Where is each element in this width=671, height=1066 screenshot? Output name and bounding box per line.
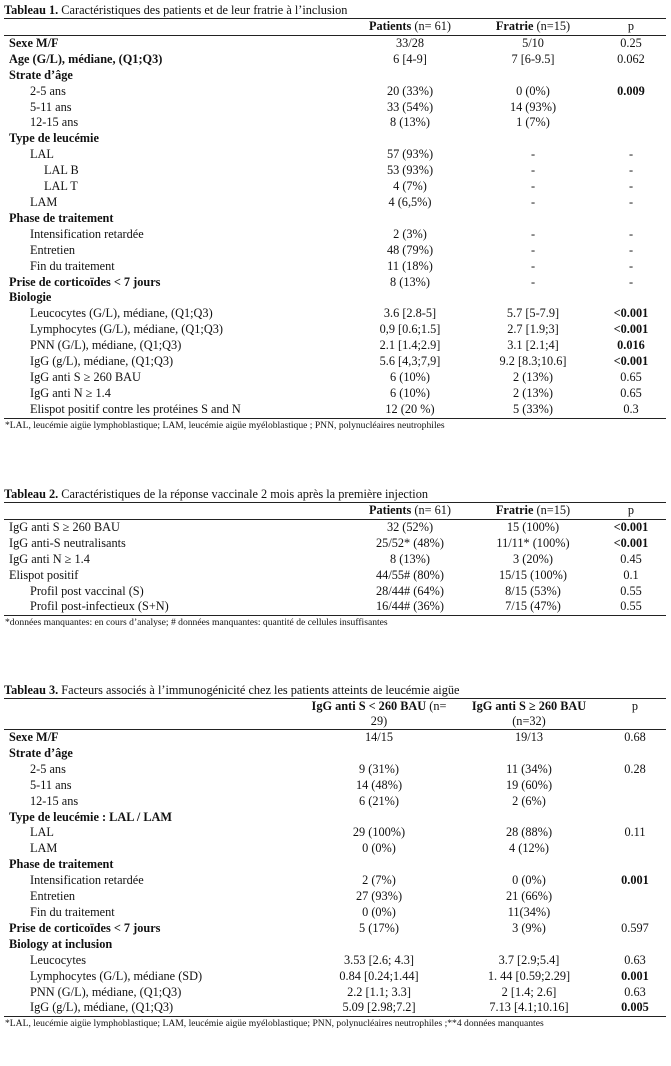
p-value-cell: 0.63 <box>624 984 646 999</box>
p-value-cell: 0.016 <box>617 338 645 353</box>
value-cell-b: 11(34%) <box>507 904 551 919</box>
value-cell-patients: 12 (20 %) <box>385 401 435 416</box>
value-cell-b: 19 (60%) <box>505 777 553 792</box>
p-value-cell: <0.001 <box>613 519 649 534</box>
row-label: Lymphocytes (G/L), médiane (SD) <box>30 968 203 983</box>
table-row <box>4 794 666 810</box>
table-1-caption-text: Caractéristiques des patients et de leur fratrie à l’inclusion <box>58 3 348 17</box>
table-row <box>4 179 666 195</box>
row-label: Intensification retardée <box>30 873 144 888</box>
table-row <box>4 370 666 386</box>
table-1-caption <box>4 2 666 18</box>
row-label: Biology at inclusion <box>9 936 113 951</box>
row-label: LAL <box>30 825 54 840</box>
row-label: IgG anti S ≥ 260 BAU <box>9 519 120 534</box>
row-label: 2-5 ans <box>30 761 66 776</box>
table-row <box>4 131 666 147</box>
p-value-cell: - <box>628 194 634 209</box>
table-row <box>4 227 666 243</box>
row-label: Intensification retardée <box>30 226 144 241</box>
table-row <box>4 290 666 306</box>
p-value-cell: 0.1 <box>623 567 639 582</box>
table-row <box>4 259 666 275</box>
table-row <box>4 584 666 600</box>
value-cell-a: 0 (0%) <box>362 904 396 919</box>
value-cell-fratrie: - <box>530 226 536 241</box>
row-label: Lymphocytes (G/L), médiane, (Q1;Q3) <box>30 322 223 337</box>
value-cell-patients: 33 (54%) <box>386 99 434 114</box>
p-value-cell: 0.25 <box>620 35 642 50</box>
p-value-cell: 0.45 <box>620 551 642 566</box>
table-row <box>4 985 666 1001</box>
value-cell-patients: 2.1 [1.4;2.9] <box>379 338 441 353</box>
table-row <box>4 354 666 370</box>
table-2-header-row <box>4 503 666 520</box>
value-cell-patients: 20 (33%) <box>386 83 434 98</box>
row-label: Entretien <box>30 889 76 904</box>
value-cell-patients: 8 (13%) <box>390 115 430 130</box>
value-cell-patients: 6 (10%) <box>390 369 430 384</box>
value-cell-fratrie: 2 (13%) <box>513 385 553 400</box>
value-cell-patients: 4 (6,5%) <box>388 194 432 209</box>
row-label: Elispot positif contre les protéines S and N <box>30 401 241 416</box>
value-cell-b: 11 (34%) <box>506 761 552 776</box>
p-value-cell: - <box>628 147 634 162</box>
row-label: IgG anti-S neutralisants <box>9 535 126 550</box>
row-label: Prise de corticoïdes < 7 jours <box>9 920 161 935</box>
p-value-cell: 0.63 <box>624 952 646 967</box>
value-cell-fratrie: 7/15 (47%) <box>505 599 561 614</box>
table-2-caption-label: Tableau 2. <box>4 487 59 501</box>
table-row <box>4 905 666 921</box>
row-label: 12-15 ans <box>30 115 79 130</box>
value-cell-b: 28 (88%) <box>505 825 553 840</box>
table-row <box>4 147 666 163</box>
p-value-cell: - <box>628 258 634 273</box>
table-3-body <box>4 730 666 1016</box>
value-cell-fratrie: 2.7 [1.9;3] <box>507 322 559 337</box>
value-cell-patients: 3.6 [2.8-5] <box>383 306 437 321</box>
row-label: Profil post vaccinal (S) <box>30 583 144 598</box>
header-text: (n=15) <box>533 19 571 33</box>
value-cell-fratrie: - <box>530 194 536 209</box>
table-row <box>4 402 666 418</box>
value-cell-patients: 6 (10%) <box>390 385 430 400</box>
table-3-header-p: p <box>631 699 639 713</box>
value-cell-fratrie: 11/11* (100%) <box>496 535 570 550</box>
table-3-header-high <box>454 699 604 729</box>
value-cell-patients: 11 (18%) <box>387 258 433 273</box>
row-label: 2-5 ans <box>30 83 66 98</box>
row-label: LAL B <box>44 163 79 178</box>
value-cell-patients: 28/44# (64%) <box>376 583 444 598</box>
value-cell-a: 3.53 [2.6; 4.3] <box>343 952 415 967</box>
table-3-header-row <box>4 699 666 730</box>
value-cell-a: 5.09 [2.98;7.2] <box>342 1000 416 1015</box>
table-3-footnote: *LAL, leucémie aigüe lymphoblastique; LAM, leucémie aigüe myéloblastique; PNN, polynucléaires neutrophiles ;**4 données manquantes <box>5 1018 544 1030</box>
table-row <box>4 857 666 873</box>
table-2-header-fratrie <box>470 503 596 519</box>
value-cell-a: 2 (7%) <box>362 873 396 888</box>
row-label: Fin du traitement <box>30 904 115 919</box>
table-2-caption <box>4 486 666 502</box>
table-row <box>4 568 666 584</box>
row-label: LAM <box>30 841 58 856</box>
row-label: PNN (G/L), médiane, (Q1;Q3) <box>30 984 182 999</box>
value-cell-fratrie: - <box>530 147 536 162</box>
table-1-footnote: *LAL, leucémie aigüe lymphoblastique; LAM, leucémie aigüe myéloblastique ; PNN, polynucléaires neutrophiles <box>5 419 445 431</box>
row-label: Sexe M/F <box>9 35 59 50</box>
value-cell-fratrie: - <box>530 179 536 194</box>
table-row <box>4 599 666 615</box>
table-2-grid <box>4 502 666 616</box>
table-row <box>4 953 666 969</box>
value-cell-fratrie: 2 (13%) <box>513 369 553 384</box>
value-cell-fratrie: 0 (0%) <box>516 83 550 98</box>
value-cell-patients: 48 (79%) <box>386 242 434 257</box>
table-row <box>4 115 666 131</box>
value-cell-b: 3.7 [2.9;5.4] <box>498 952 560 967</box>
value-cell-a: 2.2 [1.1; 3.3] <box>347 984 411 999</box>
value-cell-fratrie: 5.7 [5-7.9] <box>506 306 560 321</box>
table-row <box>4 810 666 826</box>
row-label: Phase de traitement <box>9 210 114 225</box>
p-value-cell: 0.009 <box>617 83 645 98</box>
value-cell-patients: 25/52* (48%) <box>376 535 444 550</box>
value-cell-patients: 32 (52%) <box>386 519 434 534</box>
row-label: IgG anti S ≥ 260 BAU <box>30 369 141 384</box>
p-value-cell: - <box>628 226 634 241</box>
value-cell-patients: 16/44# (36%) <box>376 599 444 614</box>
value-cell-fratrie: - <box>530 242 536 257</box>
row-label: IgG anti N ≥ 1.4 <box>9 551 90 566</box>
value-cell-a: 29 (100%) <box>352 825 406 840</box>
table-row <box>4 841 666 857</box>
table-1-header-p: p <box>627 19 635 33</box>
table-1-header-patients <box>350 19 470 35</box>
value-cell-b: 21 (66%) <box>505 889 553 904</box>
value-cell-fratrie: 3.1 [2.1;4] <box>507 338 559 353</box>
row-label: Fin du traitement <box>30 258 115 273</box>
table-row <box>4 306 666 322</box>
table-row <box>4 338 666 354</box>
row-label: IgG (g/L), médiane, (Q1;Q3) <box>30 1000 174 1015</box>
value-cell-patients: 8 (13%) <box>390 274 430 289</box>
value-cell-a: 5 (17%) <box>359 920 399 935</box>
table-row <box>4 536 666 552</box>
p-value-cell: - <box>628 242 634 257</box>
value-cell-a: 6 (21%) <box>359 793 399 808</box>
table-row <box>4 552 666 568</box>
p-value-cell: 0.28 <box>624 761 646 776</box>
p-value-cell: 0.597 <box>621 920 649 935</box>
row-label: Type de leucémie <box>9 131 99 146</box>
header-text: IgG anti S ≥ 260 BAU <box>471 699 587 713</box>
table-row <box>4 730 666 746</box>
p-value-cell: 0.001 <box>621 873 649 888</box>
value-cell-b: 2 [1.4; 2.6] <box>501 984 557 999</box>
row-label: LAL T <box>44 179 78 194</box>
table-1-grid <box>4 18 666 419</box>
row-label: Leucocytes (G/L), médiane, (Q1;Q3) <box>30 306 213 321</box>
value-cell-a: 9 (31%) <box>359 761 399 776</box>
p-value-cell: <0.001 <box>613 354 649 369</box>
table-row <box>4 100 666 116</box>
table-row <box>4 762 666 778</box>
table-1-body <box>4 36 666 418</box>
value-cell-b: 3 (9%) <box>512 920 546 935</box>
header-text: IgG anti S < 260 BAU <box>311 699 427 713</box>
table-1 <box>4 2 666 432</box>
row-label: Profil post-infectieux (S+N) <box>30 599 169 614</box>
p-value-cell: 0.3 <box>623 401 639 416</box>
row-label: Elispot positif <box>9 567 79 582</box>
p-value-cell: <0.001 <box>613 535 649 550</box>
table-row <box>4 889 666 905</box>
header-text: (n= 29) <box>370 699 447 728</box>
value-cell-fratrie: 5/10 <box>522 35 544 50</box>
p-value-cell: <0.001 <box>613 306 649 321</box>
p-value-cell: 0.65 <box>620 385 642 400</box>
table-3 <box>4 682 666 1030</box>
value-cell-a: 14/15 <box>364 730 393 744</box>
row-label: IgG anti N ≥ 1.4 <box>30 385 111 400</box>
value-cell-patients: 6 [4-9] <box>393 51 427 66</box>
table-row <box>4 36 666 52</box>
value-cell-fratrie: 9.2 [8.3;10.6] <box>499 354 567 369</box>
value-cell-fratrie: 15/15 (100%) <box>499 567 567 582</box>
header-text: (n= 61) <box>411 503 452 517</box>
value-cell-a: 14 (48%) <box>355 777 403 792</box>
table-row <box>4 386 666 402</box>
value-cell-a: 27 (93%) <box>355 889 403 904</box>
header-text: (n= 61) <box>411 19 452 33</box>
row-label: PNN (G/L), médiane, (Q1;Q3) <box>30 338 182 353</box>
table-3-caption-label: Tableau 3. <box>4 683 59 697</box>
p-value-cell: 0.062 <box>617 51 645 66</box>
header-text: Fratrie <box>495 503 534 517</box>
value-cell-fratrie: 14 (93%) <box>509 99 557 114</box>
value-cell-patients: 44/55# (80%) <box>376 567 444 582</box>
value-cell-b: 7.13 [4.1;10.16] <box>489 1000 569 1015</box>
row-label: Strate d’âge <box>9 745 73 760</box>
table-row <box>4 921 666 937</box>
table-row <box>4 211 666 227</box>
row-label: Sexe M/F <box>9 730 59 744</box>
table-2-footnote: *données manquantes: en cours d’analyse; # données manquantes: quantité de cellules insuffisantes <box>5 617 388 629</box>
value-cell-fratrie: 3 (20%) <box>513 551 553 566</box>
value-cell-patients: 33/28 <box>395 35 424 50</box>
value-cell-patients: 53 (93%) <box>386 163 434 178</box>
table-2-header-p: p <box>627 503 635 517</box>
value-cell-fratrie: 15 (100%) <box>506 519 560 534</box>
header-text: (n=15) <box>533 503 571 517</box>
row-label: Prise de corticoïdes < 7 jours <box>9 274 161 289</box>
value-cell-b: 0 (0%) <box>512 873 546 888</box>
row-label: 5-11 ans <box>30 777 72 792</box>
table-row <box>4 1000 666 1016</box>
header-text: Patients <box>368 503 412 517</box>
p-value-cell: - <box>628 163 634 178</box>
table-row <box>4 243 666 259</box>
table-row <box>4 825 666 841</box>
p-value-cell: 0.005 <box>621 1000 649 1015</box>
row-label: LAM <box>30 194 58 209</box>
value-cell-fratrie: 5 (33%) <box>513 401 553 416</box>
table-2-caption-text: Caractéristiques de la réponse vaccinale 2 mois après la première injection <box>58 487 429 501</box>
row-label: Biologie <box>9 290 52 305</box>
table-row <box>4 778 666 794</box>
value-cell-fratrie: 7 [6-9.5] <box>511 51 555 66</box>
p-value-cell: - <box>628 274 634 289</box>
table-2-header-patients <box>350 503 470 519</box>
value-cell-b: 1. 44 [0.59;2.29] <box>487 968 571 983</box>
table-3-caption <box>4 682 666 698</box>
value-cell-fratrie: - <box>530 163 536 178</box>
table-row <box>4 195 666 211</box>
p-value-cell: 0.11 <box>624 825 646 840</box>
table-2-body <box>4 520 666 615</box>
table-row <box>4 969 666 985</box>
p-value-cell: 0.001 <box>621 968 649 983</box>
value-cell-patients: 57 (93%) <box>386 147 434 162</box>
p-value-cell: <0.001 <box>613 322 649 337</box>
value-cell-b: 2 (6%) <box>512 793 546 808</box>
value-cell-patients: 5.6 [4,3;7,9] <box>379 354 441 369</box>
value-cell-fratrie: - <box>530 274 536 289</box>
value-cell-patients: 0,9 [0.6;1.5] <box>379 322 441 337</box>
row-label: Age (G/L), médiane, (Q1;Q3) <box>9 51 163 66</box>
p-value-cell: 0.55 <box>620 599 642 614</box>
table-row <box>4 873 666 889</box>
table-row <box>4 520 666 536</box>
p-value-cell: 0.68 <box>624 730 646 744</box>
value-cell-patients: 2 (3%) <box>393 226 427 241</box>
value-cell-patients: 4 (7%) <box>393 179 427 194</box>
value-cell-fratrie: 8/15 (53%) <box>505 583 561 598</box>
row-label: Phase de traitement <box>9 857 114 872</box>
header-text: Fratrie <box>495 19 534 33</box>
table-3-caption-text: Facteurs associés à l’immunogénicité chez les patients atteints de leucémie aigüe <box>58 683 460 697</box>
table-row <box>4 746 666 762</box>
table-row <box>4 84 666 100</box>
value-cell-b: 4 (12%) <box>509 841 549 856</box>
table-3-grid <box>4 698 666 1017</box>
row-label: Leucocytes <box>30 952 86 967</box>
table-1-header-fratrie <box>470 19 596 35</box>
value-cell-a: 0.84 [0.24;1.44] <box>339 968 419 983</box>
value-cell-a: 0 (0%) <box>362 841 396 856</box>
p-value-cell: - <box>628 179 634 194</box>
row-label: 12-15 ans <box>30 793 79 808</box>
value-cell-b: 19/13 <box>514 730 543 744</box>
table-row <box>4 275 666 291</box>
table-row <box>4 163 666 179</box>
row-label: IgG (g/L), médiane, (Q1;Q3) <box>30 354 174 369</box>
table-row <box>4 322 666 338</box>
p-value-cell: 0.65 <box>620 369 642 384</box>
value-cell-fratrie: 1 (7%) <box>516 115 550 130</box>
row-label: Type de leucémie : LAL / LAM <box>9 809 173 824</box>
table-1-caption-label: Tableau 1. <box>4 3 59 17</box>
table-3-header-low <box>304 699 454 729</box>
table-row <box>4 52 666 68</box>
value-cell-fratrie: - <box>530 258 536 273</box>
p-value-cell: 0.55 <box>620 583 642 598</box>
row-label: 5-11 ans <box>30 99 72 114</box>
table-row <box>4 937 666 953</box>
row-label: Entretien <box>30 242 76 257</box>
table-row <box>4 68 666 84</box>
value-cell-patients: 8 (13%) <box>390 551 430 566</box>
header-text: Patients <box>368 19 412 33</box>
row-label: Strate d’âge <box>9 67 73 82</box>
table-1-header-row <box>4 19 666 36</box>
row-label: LAL <box>30 147 54 162</box>
header-text: (n=32) <box>512 714 546 728</box>
table-2 <box>4 486 666 629</box>
